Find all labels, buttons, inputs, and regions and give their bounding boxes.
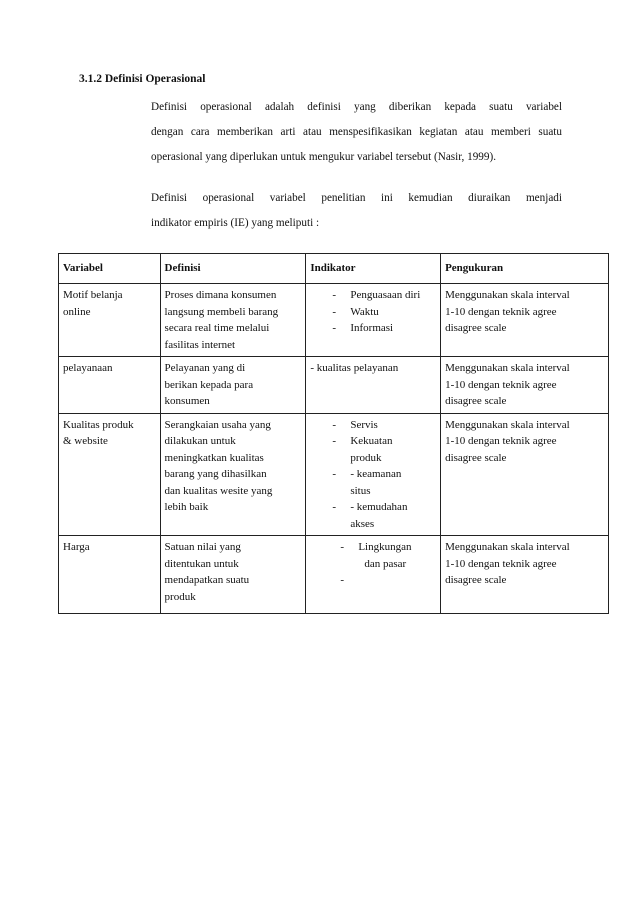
cell-line: meningkatkan kualitas xyxy=(164,451,264,464)
indicator-item: - - kemudahan xyxy=(332,499,436,516)
cell-definisi xyxy=(160,284,306,357)
header-pengukuran: Pengukuran xyxy=(441,254,609,284)
cell-definisi xyxy=(160,357,306,414)
cell-line: Harga xyxy=(63,541,90,553)
cell-line: disagree scale xyxy=(445,574,507,586)
operational-definition-table xyxy=(58,253,609,614)
cell-pengukuran xyxy=(441,284,609,357)
cell-variabel xyxy=(59,284,161,357)
paragraph-line: operasional yang diperlukan untuk mengukur variabel tersebut (Nasir, 1999). xyxy=(151,151,497,163)
cell-line: pelayanaan xyxy=(63,362,113,374)
table-row xyxy=(59,284,609,357)
indicator-list xyxy=(310,539,436,572)
cell-line: ditentukan untuk xyxy=(164,557,239,570)
cell-line: & website xyxy=(63,435,108,447)
cell-line: Satuan nilai yang xyxy=(164,541,241,553)
indicator-item-continued: situs xyxy=(350,484,371,497)
cell-line: Menggunakan skala interval xyxy=(445,541,570,553)
cell-variabel xyxy=(59,536,161,614)
cell-line: konsumen xyxy=(164,395,210,407)
indicator-item: - Kekuatan xyxy=(332,433,436,450)
cell-line: Menggunakan skala interval xyxy=(445,418,570,431)
cell-line: mendapatkan suatu xyxy=(164,574,250,586)
cell-pengukuran xyxy=(441,536,609,614)
cell-indikator xyxy=(306,357,441,414)
cell-definisi xyxy=(160,413,306,536)
table-header-row xyxy=(59,254,609,284)
paragraph-line: dengan cara memberikan arti atau menspesifikasikan kegiatan atau memberi suatu xyxy=(151,126,562,138)
indicator-item: - Servis xyxy=(332,417,436,434)
cell-line: Serangkaian usaha yang xyxy=(164,418,271,431)
indicator-item: - Lingkungan xyxy=(340,539,436,556)
cell-line: langsung membeli barang xyxy=(164,305,279,318)
paragraph-line: Definisi operasional adalah definisi yang diberikan kepada suatu variabel xyxy=(151,101,562,113)
paragraph-line: indikator empiris (IE) yang meliputi : xyxy=(151,217,320,229)
indicator-item-continued: akses xyxy=(350,517,375,530)
cell-line: disagree scale xyxy=(445,451,507,464)
indicator-item: - kualitas pelayanan xyxy=(310,362,399,374)
cell-line: 1-10 dengan teknik agree xyxy=(445,305,557,318)
indicator-list xyxy=(310,287,436,337)
cell-indikator xyxy=(306,284,441,357)
cell-line: 1-10 dengan teknik agree xyxy=(445,378,557,391)
cell-line: produk xyxy=(164,590,196,603)
cell-variabel xyxy=(59,413,161,536)
cell-indikator xyxy=(306,413,441,536)
indicator-item-continued: dan pasar xyxy=(364,557,407,570)
cell-line: dan kualitas wesite yang xyxy=(164,484,273,497)
cell-line: Menggunakan skala interval xyxy=(445,289,570,301)
cell-line: Pelayanan yang di xyxy=(164,362,246,374)
paragraph-definition xyxy=(118,95,562,170)
cell-line: disagree scale xyxy=(445,322,507,334)
paragraph-indicator xyxy=(118,186,562,236)
cell-line: disagree scale xyxy=(445,395,507,407)
cell-line: barang yang dihasilkan xyxy=(164,468,267,480)
cell-line: Menggunakan skala interval xyxy=(445,362,570,374)
header-definisi: Definisi xyxy=(160,254,306,284)
indicator-item: - - keamanan xyxy=(332,466,436,483)
paragraph-line: Definisi operasional variabel penelitian ini kemudian diuraikan menjadi xyxy=(151,192,562,204)
indicator-item: - Waktu xyxy=(332,304,436,321)
table-row xyxy=(59,536,609,614)
cell-line: Kualitas produk xyxy=(63,418,134,431)
cell-line: dilakukan untuk xyxy=(164,435,236,447)
cell-line: Proses dimana konsumen xyxy=(164,289,277,301)
cell-pengukuran xyxy=(441,413,609,536)
indicator-item: - Penguasaan diri xyxy=(332,287,436,304)
indicator-item: - Informasi xyxy=(332,320,436,337)
cell-variabel xyxy=(59,357,161,414)
cell-definisi xyxy=(160,536,306,614)
indicator-list xyxy=(310,417,436,533)
indicator-item-continued: produk xyxy=(350,451,382,464)
header-variabel: Variabel xyxy=(59,254,161,284)
cell-pengukuran xyxy=(441,357,609,414)
section-heading: 3.1.2 Definisi Operasional xyxy=(79,73,206,85)
cell-line: 1-10 dengan teknik agree xyxy=(445,557,557,570)
table-row xyxy=(59,413,609,536)
cell-line: 1-10 dengan teknik agree xyxy=(445,435,557,447)
table-row xyxy=(59,357,609,414)
header-indikator: Indikator xyxy=(306,254,441,284)
cell-line: lebih baik xyxy=(164,501,209,513)
cell-line: secara real time melalui xyxy=(164,322,270,334)
cell-line: berikan kepada para xyxy=(164,378,254,391)
cell-line: fasilitas internet xyxy=(164,338,236,351)
cell-indikator xyxy=(306,536,441,614)
cell-line: Motif belanja xyxy=(63,289,123,301)
cell-line: online xyxy=(63,305,91,318)
